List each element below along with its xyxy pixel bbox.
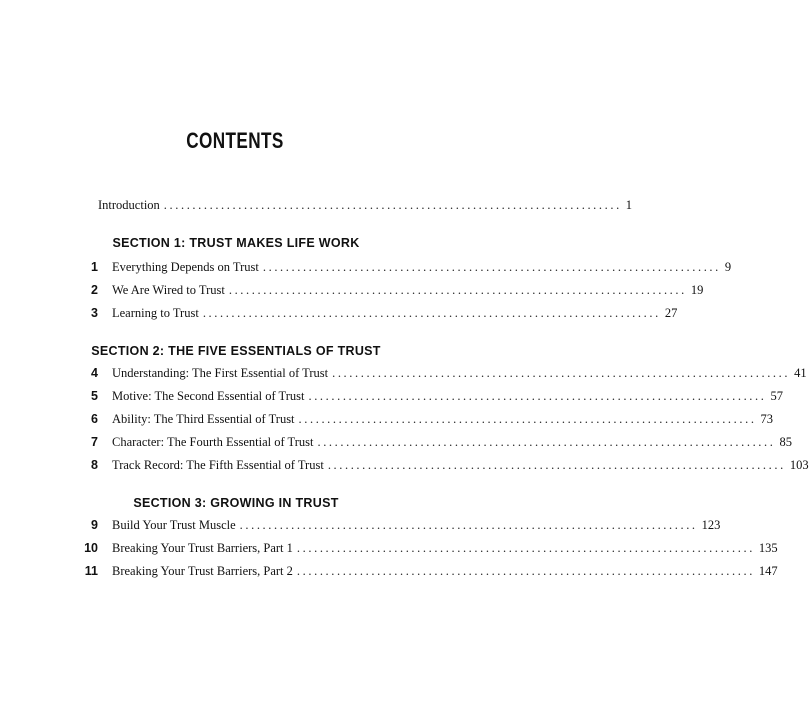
dot-leader: ................................................................................ bbox=[317, 435, 776, 449]
toc-entry-body bbox=[112, 283, 704, 298]
toc-entry-body bbox=[112, 260, 732, 275]
toc-entry-chapter-11[interactable] bbox=[80, 564, 778, 582]
dot-leader: ................................................................................ bbox=[327, 458, 786, 472]
dot-leader: ................................................................................ bbox=[262, 260, 721, 274]
toc-entry-body bbox=[112, 564, 778, 579]
toc-entry-chapter-6[interactable] bbox=[80, 412, 774, 430]
toc-entry-chapter-10[interactable] bbox=[80, 541, 778, 559]
toc-entry-label: Introduction bbox=[98, 198, 160, 212]
dot-leader: ................................................................................ bbox=[296, 564, 755, 578]
toc-entry-page: 9 bbox=[724, 260, 732, 274]
toc-entry-body bbox=[112, 366, 807, 381]
section-heading-3: SECTION 3: GROWING IN TRUST bbox=[133, 496, 339, 510]
dot-leader: ................................................................................ bbox=[202, 306, 661, 320]
toc-entry-label: Motive: The Second Essential of Trust bbox=[112, 389, 305, 403]
toc-entry-label: Ability: The Third Essential of Trust bbox=[112, 412, 295, 426]
toc-entry-label: We Are Wired to Trust bbox=[112, 283, 225, 297]
toc-entry-label: Learning to Trust bbox=[112, 306, 199, 320]
toc-entry-body bbox=[112, 412, 774, 427]
toc-entry-label: Breaking Your Trust Barriers, Part 1 bbox=[112, 541, 293, 555]
toc-entry-page: 85 bbox=[779, 435, 792, 449]
section-heading-2: SECTION 2: THE FIVE ESSENTIALS OF TRUST bbox=[91, 344, 381, 358]
chapter-number: 10 bbox=[84, 541, 98, 555]
chapter-number: 3 bbox=[91, 306, 98, 320]
toc-entry-page: 57 bbox=[770, 389, 783, 403]
toc-entry-body bbox=[112, 458, 809, 473]
chapter-number: 7 bbox=[91, 435, 98, 449]
chapter-number: 2 bbox=[91, 283, 98, 297]
toc-entry-chapter-9[interactable] bbox=[80, 518, 721, 536]
toc-entry-page: 73 bbox=[760, 412, 774, 426]
dot-leader: ................................................................................ bbox=[239, 518, 698, 532]
toc-entry-body bbox=[112, 306, 678, 321]
toc-entry-page: 135 bbox=[758, 541, 778, 555]
toc-entry-label: Understanding: The First Essential of Trust bbox=[112, 366, 329, 380]
toc-entry-label: Breaking Your Trust Barriers, Part 2 bbox=[112, 564, 293, 578]
chapter-number: 5 bbox=[91, 389, 98, 403]
chapter-number: 4 bbox=[91, 366, 98, 380]
toc-entry-page: 27 bbox=[664, 306, 678, 320]
dot-leader: ................................................................................ bbox=[332, 366, 791, 380]
toc-entry-page: 1 bbox=[625, 198, 633, 212]
toc-entry-body bbox=[112, 541, 778, 556]
toc-entry-chapter-8[interactable] bbox=[80, 458, 809, 476]
toc-entry-body bbox=[112, 435, 792, 450]
toc-entry-chapter-3[interactable] bbox=[80, 306, 678, 324]
dot-leader: ................................................................................ bbox=[296, 541, 755, 555]
toc-entry-label: Track Record: The Fifth Essential of Trust bbox=[112, 458, 324, 472]
dot-leader: ................................................................................ bbox=[298, 412, 757, 426]
chapter-number: 1 bbox=[91, 260, 98, 274]
toc-entry-chapter-5[interactable] bbox=[80, 389, 783, 407]
toc-entry-page: 147 bbox=[758, 564, 778, 578]
dot-leader: ................................................................................ bbox=[228, 283, 687, 297]
toc-entry-label: Character: The Fourth Essential of Trust bbox=[112, 435, 314, 449]
toc-entry-chapter-4[interactable] bbox=[80, 366, 807, 384]
toc-entry-body bbox=[112, 518, 721, 533]
dot-leader: ................................................................................ bbox=[163, 198, 622, 212]
toc-entry-page: 123 bbox=[701, 518, 721, 532]
chapter-number: 11 bbox=[84, 564, 98, 578]
toc-entry-chapter-2[interactable] bbox=[80, 283, 704, 301]
toc-entry-chapter-7[interactable] bbox=[80, 435, 792, 453]
page-title: CONTENTS bbox=[186, 128, 284, 153]
chapter-number: 8 bbox=[91, 458, 98, 472]
toc-entry-page: 41 bbox=[794, 366, 807, 380]
toc-entry-body bbox=[98, 198, 633, 213]
toc-entry-chapter-1[interactable] bbox=[80, 260, 732, 278]
chapter-number: 9 bbox=[91, 518, 98, 532]
toc-entry-label: Everything Depends on Trust bbox=[112, 260, 259, 274]
toc-entry-introduction[interactable] bbox=[80, 198, 633, 216]
toc-entry-page: 103 bbox=[789, 458, 809, 472]
chapter-number: 6 bbox=[91, 412, 98, 426]
toc-entry-page: 19 bbox=[690, 283, 704, 297]
toc-entry-body bbox=[112, 389, 783, 404]
section-heading-1: SECTION 1: TRUST MAKES LIFE WORK bbox=[112, 236, 360, 250]
dot-leader: ................................................................................ bbox=[308, 389, 767, 403]
toc-entry-label: Build Your Trust Muscle bbox=[112, 518, 236, 532]
